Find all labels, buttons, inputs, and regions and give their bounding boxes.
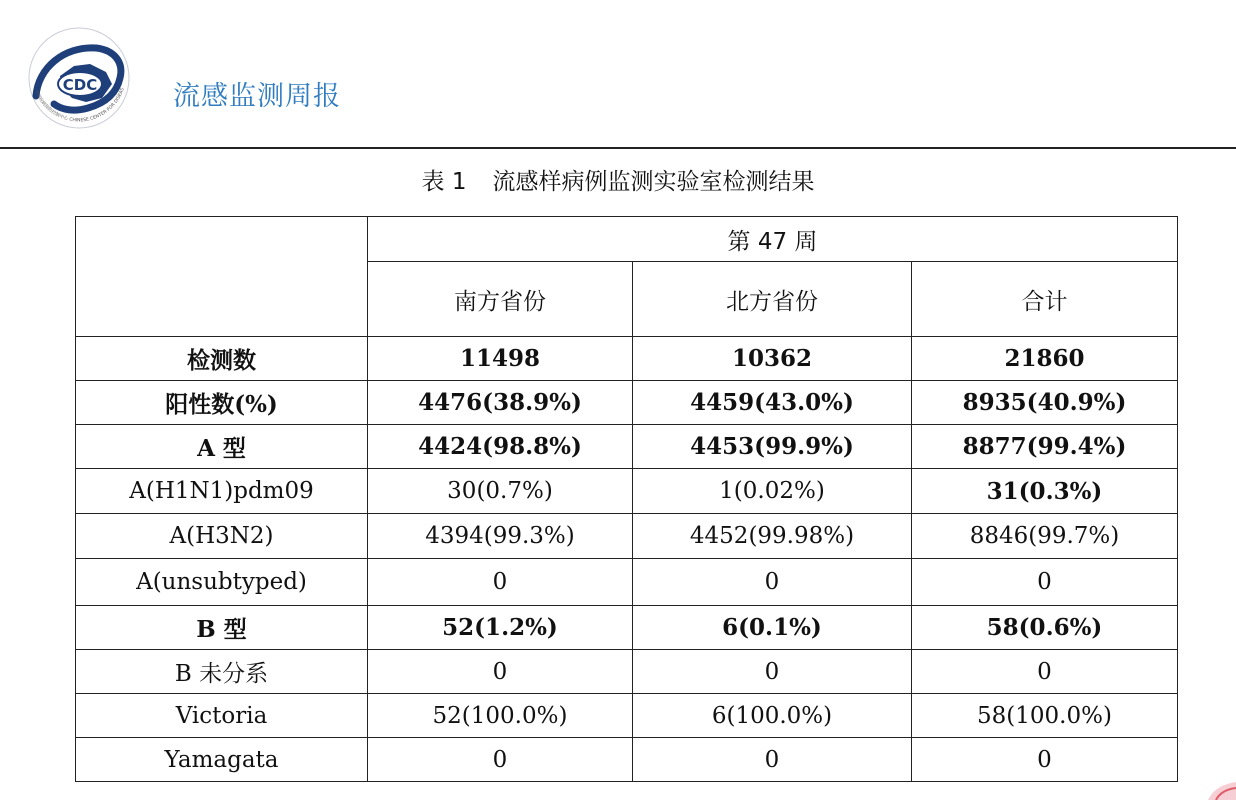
logo-cdc-text: CDC [62, 76, 98, 94]
cdc-logo [16, 18, 142, 138]
data-cell: 21860 [912, 337, 1178, 381]
table-number: 表 1 [421, 169, 467, 195]
data-cell: 0 [912, 650, 1178, 694]
column-header-south: 南方省份 [368, 262, 633, 337]
row-label: 阳性数(%) [76, 381, 368, 425]
column-header-total: 合计 [912, 262, 1178, 337]
table-caption [0, 163, 1236, 196]
report-title: 流感监测周报 [173, 81, 341, 112]
data-cell: 0 [912, 738, 1178, 782]
data-cell: 8846(99.7%) [912, 514, 1178, 559]
data-cell: 8935(40.9%) [912, 381, 1178, 425]
data-cell: 4424(98.8%) [368, 425, 633, 469]
column-header-north: 北方省份 [633, 262, 912, 337]
data-cell: 6(0.1%) [633, 606, 912, 650]
corner-cell [76, 217, 368, 337]
data-cell: 52(100.0%) [368, 694, 633, 738]
row-label: Victoria [76, 694, 368, 738]
row-label: A(unsubtyped) [76, 559, 368, 606]
data-cell: 30(0.7%) [368, 469, 633, 514]
logo-ring-text: 中国疾病预防控制中心 CHINESE CENTER FOR DISEAS [32, 87, 126, 124]
table-row [76, 514, 1178, 559]
data-cell: 4459(43.0%) [633, 381, 912, 425]
data-cell: 11498 [368, 337, 633, 381]
table-row [76, 381, 1178, 425]
data-cell: 4452(99.98%) [633, 514, 912, 559]
data-cell: 0 [912, 559, 1178, 606]
data-cell: 58(0.6%) [912, 606, 1178, 650]
week-header: 第 47 周 [368, 217, 1178, 262]
table-row [76, 694, 1178, 738]
data-cell: 52(1.2%) [368, 606, 633, 650]
data-cell: 0 [368, 650, 633, 694]
row-label: 检测数 [76, 337, 368, 381]
data-cell: 10362 [633, 337, 912, 381]
data-cell: 4453(99.9%) [633, 425, 912, 469]
data-cell: 0 [368, 559, 633, 606]
table-row [76, 650, 1178, 694]
data-cell: 1(0.02%) [633, 469, 912, 514]
table-row [76, 337, 1178, 381]
row-label: A(H1N1)pdm09 [76, 469, 368, 514]
data-cell: 0 [633, 650, 912, 694]
lab-results-table [75, 216, 1178, 782]
data-cell: 0 [633, 738, 912, 782]
row-label: A 型 [76, 425, 368, 469]
row-label: B 未分系 [76, 650, 368, 694]
data-cell: 6(100.0%) [633, 694, 912, 738]
row-label: B 型 [76, 606, 368, 650]
data-cell: 58(100.0%) [912, 694, 1178, 738]
data-cell: 0 [368, 738, 633, 782]
table-row [76, 469, 1178, 514]
data-cell: 0 [633, 559, 912, 606]
row-label: A(H3N2) [76, 514, 368, 559]
table-title: 流感样病例监测实验室检测结果 [492, 169, 815, 195]
data-cell: 4476(38.9%) [368, 381, 633, 425]
table-row [76, 425, 1178, 469]
corner-watermark [1196, 770, 1236, 800]
report-header [0, 0, 1236, 150]
data-cell: 31(0.3%) [912, 469, 1178, 514]
table-row [76, 559, 1178, 606]
header-divider [0, 147, 1236, 149]
table-row [76, 738, 1178, 782]
data-cell: 4394(99.3%) [368, 514, 633, 559]
table-row [76, 606, 1178, 650]
data-cell: 8877(99.4%) [912, 425, 1178, 469]
row-label: Yamagata [76, 738, 368, 782]
table-header-row-week [76, 217, 1178, 262]
